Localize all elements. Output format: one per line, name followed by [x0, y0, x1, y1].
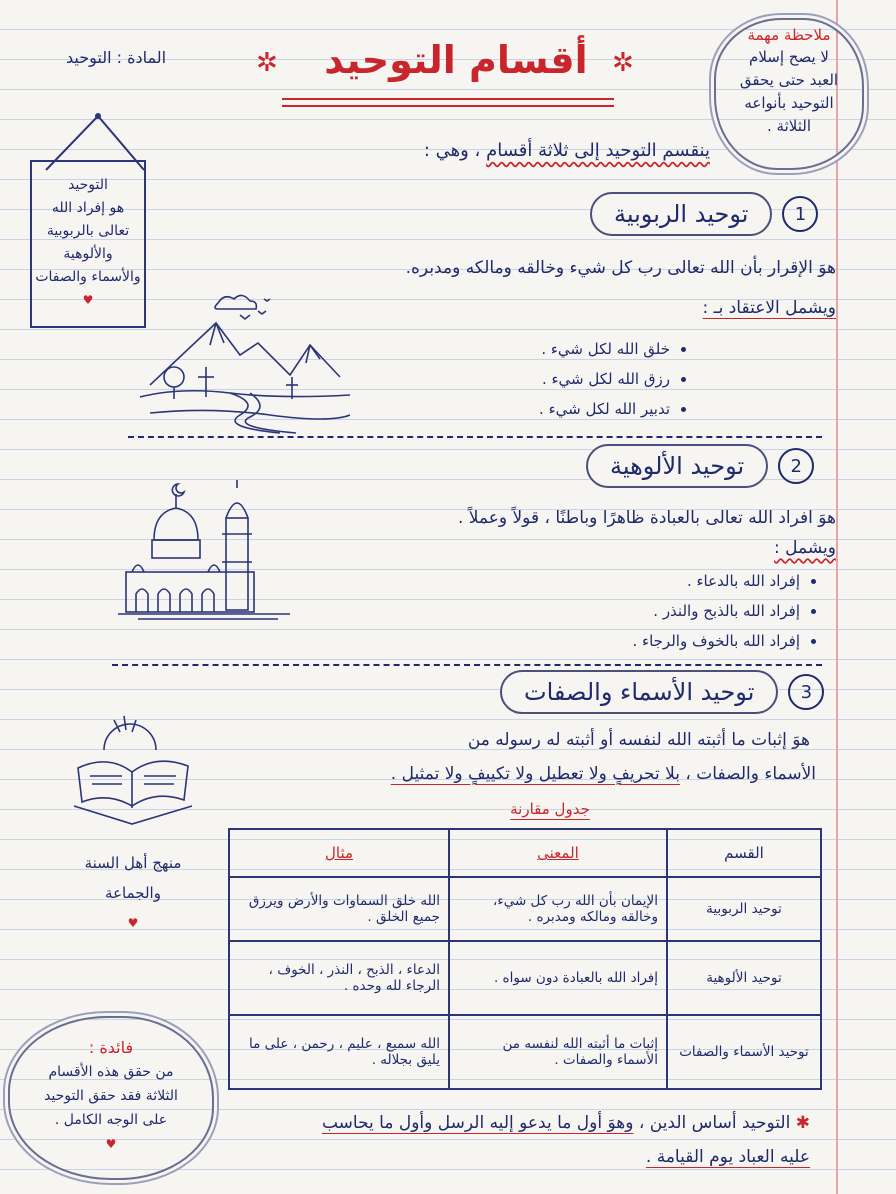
section-number: 2: [778, 448, 814, 484]
intro-highlight: ينقسم التوحيد إلى ثلاثة أقسام: [486, 140, 710, 161]
table-header-row: [229, 829, 821, 877]
sign-line: والألوهية: [63, 246, 113, 262]
definition-sign: [30, 160, 146, 328]
heart-icon: ♥: [82, 293, 94, 307]
benefit-title: فائدة :: [88, 1038, 134, 1057]
list-item: • خلق الله لكل شيء .: [480, 334, 670, 364]
intro-sentence: [330, 140, 710, 161]
section-divider: [128, 436, 822, 438]
section-3-definition-line2: [280, 764, 816, 784]
sign-line: التوحيد: [68, 177, 108, 193]
section-2-header: [586, 444, 814, 488]
list-item: • إفراد الله بالخوف والرجاء .: [490, 626, 800, 656]
section-2-definition: هوَ افراد الله تعالى بالعبادة ظاهرًا وباطنًا ، قولاً وعملاً .: [457, 508, 836, 528]
table-cell: إفراد الله بالعبادة دون سواه .: [449, 941, 667, 1015]
closing-part: التوحيد أساس الدين ،: [633, 1113, 791, 1133]
table-cell: الله خلق السماوات والأرض ويرزق جميع الخلق .: [229, 877, 449, 941]
table-cell: الله سميع ، عليم ، رحمن ، على ما يليق بجلاله .: [229, 1015, 449, 1089]
section-title: توحيد الأسماء والصفات: [500, 670, 778, 714]
definition-part: الأسماء والصفات ،: [680, 764, 816, 784]
benefit-cloud: [8, 1016, 214, 1180]
section-1-list: [480, 334, 692, 424]
table-header: المعنى: [449, 829, 667, 877]
section-3-definition-line1: هوَ إثبات ما أثبته الله لنفسه أو أثبته له رسوله من: [467, 730, 810, 750]
list-item: • تدبير الله لكل شيء .: [480, 394, 670, 424]
note-line: العبد حتى يحقق: [739, 71, 839, 89]
asterisk-icon: ✱: [795, 1113, 810, 1133]
sign-line: تعالى بالربوبية: [46, 223, 130, 239]
note-line: التوحيد بأنواعه: [744, 94, 834, 112]
section-number: 3: [788, 674, 824, 710]
closing-highlight: وهوَ أول ما يدعو إليه الرسل وأول ما يحاسب: [321, 1113, 634, 1133]
table-cell: الإيمان بأن الله رب كل شيء، وخالقه ومالكه ومدبره .: [449, 877, 667, 941]
section-divider: [112, 664, 822, 666]
table-row: [229, 941, 821, 1015]
section-title: توحيد الألوهية: [586, 444, 768, 488]
book-caption-line: منهج أهل السنة: [84, 854, 182, 872]
benefit-line: الثلاثة فقد حقق التوحيد: [44, 1088, 178, 1104]
sign-line: والأسماء والصفات: [35, 269, 141, 285]
benefit-line: من حقق هذه الأقسام: [48, 1064, 174, 1080]
table-row: [229, 1015, 821, 1089]
intro-tail: ، وهي :: [423, 140, 481, 161]
book-caption-line: والجماعة: [105, 884, 161, 902]
table-cell: توحيد الربوبية: [667, 877, 821, 941]
title-double-underline: [282, 98, 614, 107]
table-caption: جدول مقارنة: [510, 800, 590, 818]
list-item: • إفراد الله بالذبح والنذر .: [490, 596, 800, 626]
comparison-table: [228, 828, 822, 1090]
mosque-icon: [118, 478, 293, 623]
heart-icon: ♥: [105, 1137, 117, 1151]
benefit-line: على الوجه الكامل .: [54, 1112, 168, 1128]
list-item: • إفراد الله بالدعاء .: [490, 566, 800, 596]
table-row: [229, 877, 821, 941]
includes-label: ويشمل الاعتقاد بـ :: [702, 298, 836, 318]
heart-icon: ♥: [127, 916, 139, 930]
open-book-icon: [70, 710, 195, 830]
section-1-includes: [540, 298, 836, 318]
definition-highlight: بلا تحريفٍ ولا تعطيل ولا تكييفٍ ولا تمثيل .: [390, 764, 680, 784]
section-number: 1: [782, 196, 818, 232]
table-cell: إثبات ما أثبته الله لنفسه من الأسماء والصفات .: [449, 1015, 667, 1089]
subject-label: المادة : التوحيد: [66, 48, 167, 67]
important-note-cloud: [714, 18, 864, 170]
star-icon: ✲: [612, 48, 634, 78]
important-note-title: ملاحظة مهمة: [747, 26, 831, 44]
includes-label: ويشمل :: [774, 538, 836, 558]
section-3-header: [500, 670, 824, 714]
section-2-list: [490, 566, 822, 656]
closing-highlight: عليه العباد يوم القيامة .: [645, 1147, 810, 1167]
sign-line: هو إفراد الله: [51, 200, 125, 216]
section-2-includes: [640, 538, 836, 558]
section-1-header: [590, 192, 818, 236]
list-item: • رزق الله لكل شيء .: [480, 364, 670, 394]
mountain-landscape-icon: [140, 285, 355, 435]
note-line: لا يصح إسلام: [749, 48, 829, 66]
section-title: توحيد الربوبية: [590, 192, 772, 236]
table-header: القسم: [667, 829, 821, 877]
book-caption: [60, 848, 206, 938]
section-1-definition: هوَ الإقرار بأن الله تعالى رب كل شيء وخالقه ومالكه ومدبره.: [405, 258, 836, 278]
table-header: مثال: [229, 829, 449, 877]
table-cell: توحيد الألوهية: [667, 941, 821, 1015]
star-icon: ✲: [256, 48, 278, 78]
table-cell: توحيد الأسماء والصفات: [667, 1015, 821, 1089]
closing-statement: [250, 1106, 810, 1174]
note-line: الثلاثة .: [767, 117, 811, 135]
page-title: أقسام التوحيد: [324, 38, 588, 82]
table-cell: الدعاء ، الذبح ، النذر ، الخوف ، الرجاء لله وحده .: [229, 941, 449, 1015]
